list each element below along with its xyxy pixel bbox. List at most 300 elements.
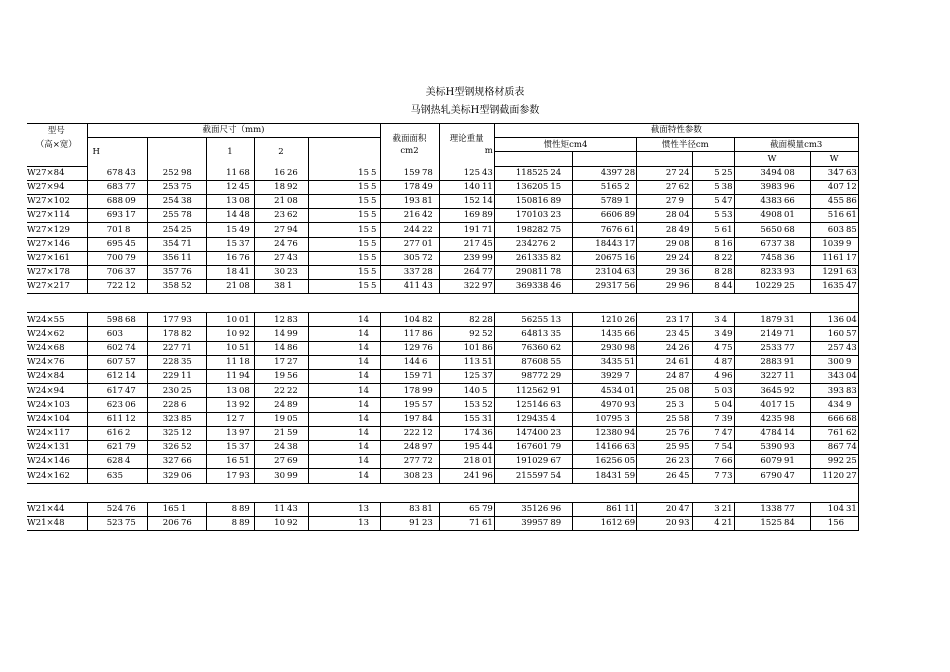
cell-h-frac: 68: [124, 313, 147, 327]
cell-wy-frac: 04: [845, 370, 858, 384]
cell-h: 612: [87, 370, 124, 384]
cell-b-frac: 66: [180, 455, 206, 469]
cell-area: 337: [380, 265, 421, 279]
cell-t1: 15: [206, 440, 238, 454]
table-row: [27, 384, 858, 398]
cell-h-frac: 06: [124, 398, 147, 412]
cell-iy-frac: 05: [623, 455, 636, 469]
cell-ix-frac: 89: [549, 516, 572, 530]
cell-ry-frac: 96: [721, 370, 734, 384]
cell-ix-frac: 54: [549, 469, 572, 483]
cell-t2-frac: 43: [286, 502, 308, 516]
cell-iy: 4534: [572, 384, 623, 398]
cell-ry-frac: 44: [721, 280, 734, 294]
cell-weight-frac: 61: [481, 516, 494, 530]
cell-ry: 4: [693, 355, 721, 369]
cell-iy-frac: 94: [623, 426, 636, 440]
cell-rx: 24: [637, 355, 678, 369]
cell-weight-frac: 51: [481, 355, 494, 369]
cell-t1-frac: 49: [238, 223, 254, 237]
cell-t2-frac: 76: [286, 237, 308, 251]
cell-rx-frac: 58: [678, 412, 693, 426]
cell-t1-frac: 94: [238, 370, 254, 384]
cell-ry-frac: 38: [721, 180, 734, 194]
cell-weight: 82: [439, 313, 481, 327]
spec-table-body: [27, 124, 858, 531]
cell-ry-frac: 03: [721, 384, 734, 398]
cell-ry-frac: 25: [721, 166, 734, 180]
header-h: H: [87, 138, 147, 166]
cell-ry: 8: [693, 237, 721, 251]
cell-ry: 8: [693, 265, 721, 279]
cell-ry: 3: [693, 327, 721, 341]
group-separator: [27, 483, 858, 502]
cell-r: 15: [308, 265, 370, 279]
cell-r-frac: [370, 502, 380, 516]
cell-wy: 867: [810, 440, 845, 454]
cell-b: 354: [147, 237, 180, 251]
cell-model: W24×103: [27, 398, 87, 412]
cell-ix-frac: 13: [549, 313, 572, 327]
cell-h: 706: [87, 265, 124, 279]
cell-wx-frac: 15: [783, 398, 810, 412]
cell-rx: 29: [637, 251, 678, 265]
cell-wx-frac: 01: [783, 209, 810, 223]
cell-wx: 4784: [734, 426, 783, 440]
table-row: [27, 327, 858, 341]
cell-t2: 27: [254, 223, 286, 237]
cell-h: 607: [87, 355, 124, 369]
cell-model: W24×68: [27, 341, 87, 355]
cell-ix-frac: 75: [549, 223, 572, 237]
cell-wx: 3227: [734, 370, 783, 384]
cell-area-frac: 71: [421, 370, 439, 384]
cell-b-frac: 82: [180, 327, 206, 341]
cell-iy: 23104: [572, 265, 623, 279]
cell-rx: 25: [637, 384, 678, 398]
cell-area-frac: 84: [421, 412, 439, 426]
cell-t2: 14: [254, 327, 286, 341]
cell-wx-frac: 68: [783, 223, 810, 237]
cell-h-frac: 75: [124, 516, 147, 530]
cell-iy-frac: 7: [623, 370, 636, 384]
cell-t1: 15: [206, 223, 238, 237]
cell-ry: 5: [693, 166, 721, 180]
cell-rx: 23: [637, 327, 678, 341]
cell-weight: 101: [439, 341, 481, 355]
cell-r-frac: [370, 355, 380, 369]
cell-weight: 169: [439, 209, 481, 223]
cell-b-frac: 25: [180, 223, 206, 237]
cell-area: 216: [380, 209, 421, 223]
cell-h: 701: [87, 223, 124, 237]
cell-t1-frac: 18: [238, 355, 254, 369]
cell-ix: 261335: [494, 251, 549, 265]
cell-t2-frac: 59: [286, 426, 308, 440]
cell-iy-frac: 28: [623, 166, 636, 180]
cell-t2-frac: 1: [286, 280, 308, 294]
cell-b: 177: [147, 313, 180, 327]
cell-h-frac: [124, 469, 147, 483]
cell-area: 197: [380, 412, 421, 426]
cell-rx: 26: [637, 455, 678, 469]
cell-t1-frac: 68: [238, 166, 254, 180]
cell-model: W27×217: [27, 280, 87, 294]
cell-h: 616: [87, 426, 124, 440]
cell-ix: 147400: [494, 426, 549, 440]
cell-ry-frac: 49: [721, 327, 734, 341]
cell-h: 611: [87, 412, 124, 426]
cell-r: 14: [308, 370, 370, 384]
cell-r: 14: [308, 412, 370, 426]
cell-ry-frac: 4: [721, 313, 734, 327]
cell-area: 83: [380, 502, 421, 516]
cell-ix: 170103: [494, 209, 549, 223]
cell-ix: 167601: [494, 440, 549, 454]
cell-wy: 393: [810, 384, 845, 398]
cell-t1: 15: [206, 237, 238, 251]
cell-t2: 27: [254, 251, 286, 265]
cell-h-frac: 57: [124, 355, 147, 369]
cell-weight-frac: 86: [481, 341, 494, 355]
cell-r: 15: [308, 223, 370, 237]
header-area-unit: cm2: [400, 145, 419, 156]
cell-ix: 125146: [494, 398, 549, 412]
cell-wx-frac: 93: [783, 440, 810, 454]
cell-weight-frac: 99: [481, 251, 494, 265]
cell-ry-frac: 39: [721, 412, 734, 426]
header-inertia: 惯性矩cm4: [494, 138, 636, 152]
cell-model: W21×44: [27, 502, 87, 516]
cell-rx-frac: 45: [678, 327, 693, 341]
cell-weight: 217: [439, 237, 481, 251]
cell-h-frac: 4: [124, 455, 147, 469]
cell-wx-frac: 84: [783, 516, 810, 530]
cell-h: 621: [87, 440, 124, 454]
cell-wx-frac: 71: [783, 327, 810, 341]
cell-t2-frac: 05: [286, 412, 308, 426]
cell-b: 357: [147, 265, 180, 279]
cell-model: W24×94: [27, 384, 87, 398]
cell-t1-frac: 51: [238, 341, 254, 355]
cell-r: 14: [308, 313, 370, 327]
cell-t1-frac: 45: [238, 180, 254, 194]
cell-ix-frac: 78: [549, 265, 572, 279]
cell-wy-frac: 62: [845, 426, 858, 440]
cell-b: 230: [147, 384, 180, 398]
cell-wy-frac: 83: [845, 384, 858, 398]
cell-area-frac: 6: [421, 355, 439, 369]
cell-rx-frac: 9: [678, 194, 693, 208]
cell-wy: 407: [810, 180, 845, 194]
cell-weight-frac: 36: [481, 426, 494, 440]
cell-ix: 198282: [494, 223, 549, 237]
cell-wy-frac: 43: [845, 341, 858, 355]
cell-wx-frac: 38: [783, 237, 810, 251]
cell-ix-frac: 15: [549, 180, 572, 194]
cell-t2-frac: 92: [286, 516, 308, 530]
cell-t2: 30: [254, 265, 286, 279]
cell-area-frac: 22: [421, 223, 439, 237]
cell-iy-frac: 16: [623, 251, 636, 265]
cell-rx-frac: 08: [678, 237, 693, 251]
cell-ry-frac: 04: [721, 398, 734, 412]
cell-h: 603: [87, 327, 124, 341]
table-row: [27, 280, 858, 294]
table-row: [27, 355, 858, 369]
cell-t2: 17: [254, 355, 286, 369]
cell-wx: 10229: [734, 280, 783, 294]
cell-wx: 1338: [734, 502, 783, 516]
cell-t2-frac: 99: [286, 469, 308, 483]
cell-ix: 39957: [494, 516, 549, 530]
cell-t1: 8: [206, 516, 238, 530]
cell-r: 14: [308, 455, 370, 469]
cell-ry: 3: [693, 502, 721, 516]
cell-area-frac: 28: [421, 265, 439, 279]
cell-iy: 10795: [572, 412, 623, 426]
cell-wx: 3983: [734, 180, 783, 194]
cell-wy: 1635: [810, 280, 845, 294]
cell-area-frac: 81: [421, 194, 439, 208]
cell-model: W24×104: [27, 412, 87, 426]
cell-r: 14: [308, 384, 370, 398]
cell-ry-frac: 73: [721, 469, 734, 483]
table-row: [27, 313, 858, 327]
cell-wy-frac: 63: [845, 166, 858, 180]
cell-b: 325: [147, 426, 180, 440]
cell-model: W24×117: [27, 426, 87, 440]
cell-model: W24×76: [27, 355, 87, 369]
cell-b: 254: [147, 223, 180, 237]
cell-rx-frac: 04: [678, 209, 693, 223]
cell-ry-frac: 75: [721, 341, 734, 355]
cell-area-frac: 76: [421, 341, 439, 355]
cell-weight-frac: 77: [481, 265, 494, 279]
header-model: 型号: [27, 124, 87, 138]
cell-b: 178: [147, 327, 180, 341]
cell-ry-frac: 61: [721, 223, 734, 237]
cell-weight-frac: 01: [481, 455, 494, 469]
cell-t2: 18: [254, 180, 286, 194]
header-wx: W: [734, 152, 810, 166]
header-radius: 惯性半径cm: [637, 138, 734, 152]
cell-ix: 234276: [494, 237, 549, 251]
cell-model: W24×162: [27, 469, 87, 483]
cell-wy: 104: [810, 502, 845, 516]
cell-t1-frac: 08: [238, 280, 254, 294]
cell-ix: 191029: [494, 455, 549, 469]
cell-b: 227: [147, 341, 180, 355]
cell-rx-frac: 61: [678, 355, 693, 369]
cell-weight: 155: [439, 412, 481, 426]
cell-area-frac: 12: [421, 426, 439, 440]
cell-wy: 347: [810, 166, 845, 180]
cell-ry: 5: [693, 180, 721, 194]
cell-area: 308: [380, 469, 421, 483]
cell-r-frac: [370, 327, 380, 341]
cell-t1: 16: [206, 251, 238, 265]
cell-wx: 6079: [734, 455, 783, 469]
cell-weight-frac: 52: [481, 398, 494, 412]
cell-r-frac: [370, 516, 380, 530]
header-props: 截面特性参数: [494, 124, 858, 138]
cell-ix: 87608: [494, 355, 549, 369]
cell-wx: 2149: [734, 327, 783, 341]
cell-weight-frac: 71: [481, 223, 494, 237]
cell-t2: 24: [254, 398, 286, 412]
spec-table: [27, 123, 859, 531]
cell-weight-frac: 45: [481, 237, 494, 251]
group-separator: [27, 294, 858, 313]
cell-b: 358: [147, 280, 180, 294]
cell-rx: 27: [637, 166, 678, 180]
cell-r-frac: [370, 398, 380, 412]
cell-weight: 264: [439, 265, 481, 279]
cell-t2-frac: 43: [286, 251, 308, 265]
cell-wx: 3494: [734, 166, 783, 180]
cell-t1: 13: [206, 426, 238, 440]
cell-wy-frac: 86: [845, 194, 858, 208]
cell-weight-frac: 5: [481, 384, 494, 398]
cell-wx-frac: 91: [783, 455, 810, 469]
cell-area-frac: 72: [421, 251, 439, 265]
cell-h-frac: 79: [124, 440, 147, 454]
cell-ix-frac: 46: [549, 280, 572, 294]
cell-weight: 140: [439, 384, 481, 398]
cell-ry: 8: [693, 251, 721, 265]
cell-ry: 5: [693, 384, 721, 398]
separator-cell: [27, 294, 858, 313]
cell-area: 277: [380, 237, 421, 251]
cell-h-frac: 76: [124, 502, 147, 516]
cell-t1: 13: [206, 384, 238, 398]
cell-t2: 22: [254, 384, 286, 398]
cell-r: 15: [308, 280, 370, 294]
cell-t1-frac: 97: [238, 426, 254, 440]
cell-t1: 16: [206, 455, 238, 469]
cell-area-frac: 81: [421, 502, 439, 516]
cell-t2-frac: 08: [286, 194, 308, 208]
cell-iy: 7676: [572, 223, 623, 237]
cell-ix: 112562: [494, 384, 549, 398]
cell-ix: 76360: [494, 341, 549, 355]
cell-ry: 3: [693, 313, 721, 327]
table-row: [27, 237, 858, 251]
cell-t2: 27: [254, 455, 286, 469]
cell-h-frac: 2: [124, 426, 147, 440]
cell-ix-frac: 4: [549, 412, 572, 426]
cell-ix-frac: 23: [549, 209, 572, 223]
cell-model: W24×131: [27, 440, 87, 454]
cell-b-frac: 06: [180, 469, 206, 483]
cell-iy-frac: 63: [623, 440, 636, 454]
cell-t1: 10: [206, 313, 238, 327]
cell-t2-frac: 86: [286, 341, 308, 355]
cell-wx: 6737: [734, 237, 783, 251]
cell-t2-frac: 99: [286, 327, 308, 341]
cell-iy-frac: 01: [623, 384, 636, 398]
cell-ry: 7: [693, 412, 721, 426]
cell-b: 228: [147, 355, 180, 369]
cell-t2-frac: 69: [286, 455, 308, 469]
cell-iy: 1612: [572, 516, 623, 530]
cell-ry-frac: 21: [721, 516, 734, 530]
cell-rx: 25: [637, 398, 678, 412]
cell-ix-frac: 96: [549, 502, 572, 516]
cell-t1-frac: 37: [238, 440, 254, 454]
cell-t2: 23: [254, 209, 286, 223]
cell-weight: 191: [439, 223, 481, 237]
cell-t1-frac: 08: [238, 384, 254, 398]
cell-weight: 153: [439, 398, 481, 412]
cell-rx: 24: [637, 370, 678, 384]
cell-ix: 118525: [494, 166, 549, 180]
cell-ry: 5: [693, 398, 721, 412]
cell-model: W21×48: [27, 516, 87, 530]
cell-b: 252: [147, 166, 180, 180]
cell-wy: 156: [810, 516, 845, 530]
cell-wx: 1879: [734, 313, 783, 327]
cell-b-frac: 76: [180, 265, 206, 279]
cell-iy: 12380: [572, 426, 623, 440]
cell-iy: 29317: [572, 280, 623, 294]
cell-ry: 7: [693, 469, 721, 483]
header-area: [380, 124, 439, 167]
cell-b-frac: 93: [180, 313, 206, 327]
cell-wx-frac: 11: [783, 370, 810, 384]
cell-b-frac: 78: [180, 209, 206, 223]
cell-rx: 24: [637, 341, 678, 355]
cell-area: 195: [380, 398, 421, 412]
cell-wx-frac: 93: [783, 265, 810, 279]
cell-h: 693: [87, 209, 124, 223]
cell-rx: 28: [637, 209, 678, 223]
cell-iy: 18431: [572, 469, 623, 483]
cell-wx-frac: 47: [783, 469, 810, 483]
cell-wy-frac: 27: [845, 469, 858, 483]
table-row: [27, 469, 858, 483]
cell-t1-frac: 92: [238, 398, 254, 412]
cell-iy: 5789: [572, 194, 623, 208]
cell-h-frac: 17: [124, 209, 147, 223]
cell-h: 695: [87, 237, 124, 251]
cell-t1-frac: 51: [238, 455, 254, 469]
cell-wx-frac: 08: [783, 166, 810, 180]
cell-ry-frac: 87: [721, 355, 734, 369]
cell-wx-frac: 36: [783, 251, 810, 265]
cell-model: W27×178: [27, 265, 87, 279]
cell-b-frac: 85: [180, 412, 206, 426]
cell-h: 523: [87, 516, 124, 530]
cell-wy-frac: 68: [845, 412, 858, 426]
cell-wx: 1525: [734, 516, 783, 530]
header-weight-label: 理论重量: [449, 134, 484, 145]
cell-t2-frac: 56: [286, 370, 308, 384]
cell-h-frac: 14: [124, 370, 147, 384]
cell-weight: 218: [439, 455, 481, 469]
cell-wy-frac: [845, 516, 858, 530]
cell-t1: 13: [206, 194, 238, 208]
cell-b-frac: 38: [180, 194, 206, 208]
cell-h-frac: 09: [124, 194, 147, 208]
cell-weight-frac: 79: [481, 502, 494, 516]
cell-weight-frac: 96: [481, 469, 494, 483]
cell-ry: 7: [693, 455, 721, 469]
cell-t1-frac: 92: [238, 327, 254, 341]
cell-b-frac: 98: [180, 166, 206, 180]
cell-b: 329: [147, 469, 180, 483]
